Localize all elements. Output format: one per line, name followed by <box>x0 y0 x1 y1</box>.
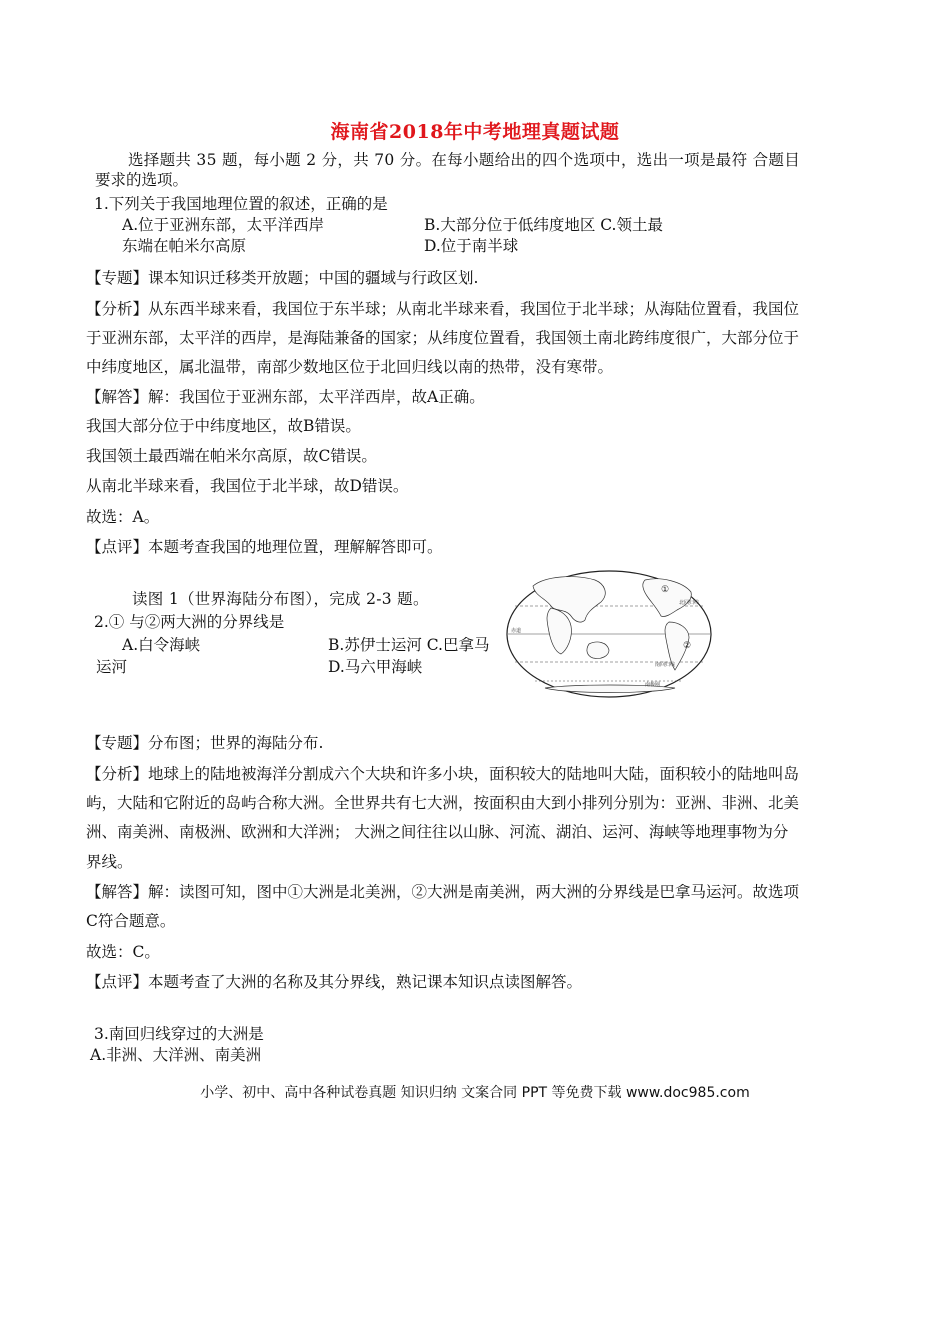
q1-dianping: 【点评】本题考查我国的地理位置，理解解答即可。 <box>86 538 443 556</box>
map-label-2: ② <box>683 641 692 651</box>
q2-intro: 读图 1（世界海陆分布图），完成 2-3 题。 <box>132 590 429 608</box>
q2-option-b: B.苏伊士运河 C.巴拿马 <box>328 636 490 654</box>
australia-shape <box>587 642 609 659</box>
q3-option-a: A.非洲、大洋洲、南美洲 <box>90 1046 262 1064</box>
q1-option-a: A.位于亚洲东部，太平洋西岸 <box>122 216 325 234</box>
q1-stem: 1.下列关于我国地理位置的叙述，正确的是 <box>94 195 388 213</box>
q1-fenxi-2: 于亚洲东部，太平洋的西岸，是海陆兼备的国家；从纬度位置看，我国领土南北跨纬度很广，大部分位于 <box>86 329 800 347</box>
q1-option-c-cont: 东端在帕米尔高原 <box>122 237 247 255</box>
q1-jieda-1: 【解答】解：我国位于亚洲东部，太平洋西岸，故A正确。 <box>86 388 485 406</box>
q1-fenxi-3: 中纬度地区，属北温带，南部少数地区位于北回归线以南的热带，没有寒带。 <box>86 358 614 376</box>
q1-fenxi-1: 【分析】从东西半球来看，我国位于东半球；从南北半球来看，我国位于北半球；从海陆位置看，我国位 <box>86 300 800 318</box>
q2-fenxi-1: 【分析】地球上的陆地被海洋分割成六个大块和许多小块，面积较大的陆地叫大陆，面积较小的陆地叫岛 <box>86 765 800 783</box>
q1-option-b: B.大部分位于低纬度地区 C.领土最 <box>424 216 663 234</box>
q2-jieda-2: C符合题意。 <box>86 912 176 930</box>
intro-line-1: 选择题共 35 题，每小题 2 分，共 70 分。在每小题给出的四个选项中，选出一项是最符 合题目 <box>128 151 800 169</box>
map-label-1: ① <box>661 585 670 595</box>
map-label-tropic-of-cancer: 北回归线 <box>679 600 700 606</box>
q1-option-d: D.位于南半球 <box>424 237 519 255</box>
q2-fenxi-3: 洲、南美洲、南极洲、欧洲和大洋洲； 大洲之间往往以山脉、河流、湖泊、运河、海峡等地理事物为分 <box>86 823 789 841</box>
q2-stem: 2.① 与②两大洲的分界线是 <box>94 613 285 631</box>
map-label-tropic-of-capricorn: 南回归线 <box>655 662 676 668</box>
q1-jieda-4: 从南北半球来看，我国位于北半球，故D错误。 <box>86 477 409 495</box>
q2-jieda-3: 故选：C。 <box>86 943 160 961</box>
world-map-figure <box>505 568 715 702</box>
q1-jieda-5: 故选：A。 <box>86 508 160 526</box>
footer-text: 小学、初中、高中各种试卷真题 知识归纳 文案合同 PPT 等免费下载 www.doc985.com <box>200 1085 750 1101</box>
q1-zhuanti: 【专题】课本知识迁移类开放题；中国的疆域与行政区划. <box>86 269 479 287</box>
q2-zhuanti: 【专题】分布图；世界的海陆分布. <box>86 734 324 752</box>
q2-jieda-1: 【解答】解：读图可知，图中①大洲是北美洲，②大洲是南美洲，两大洲的分界线是巴拿马运河。故选项 <box>86 883 800 901</box>
q2-fenxi-4: 界线。 <box>86 853 133 871</box>
q2-option-a: A.白令海峡 <box>122 636 201 654</box>
map-label-equator: 赤道 <box>511 628 522 634</box>
map-label-antarctic-circle: 南极圈 <box>645 682 661 688</box>
page-title: 海南省2018年中考地理真题试题 <box>330 121 620 143</box>
q3-stem: 3.南回归线穿过的大洲是 <box>94 1025 264 1043</box>
q2-fenxi-2: 屿，大陆和它附近的岛屿合称大洲。全世界共有七大洲，按面积由大到小排列分别为：亚洲、非洲、北美 <box>86 794 800 812</box>
q2-option-c-cont: 运河 <box>96 658 128 676</box>
q2-dianping: 【点评】本题考查了大洲的名称及其分界线，熟记课本知识点读图解答。 <box>86 973 583 991</box>
q1-jieda-3: 我国领土最西端在帕米尔高原，故C错误。 <box>86 447 377 465</box>
q1-jieda-2: 我国大部分位于中纬度地区，故B错误。 <box>86 417 361 435</box>
intro-line-2: 要求的选项。 <box>95 171 189 189</box>
q2-option-d: D.马六甲海峡 <box>328 658 423 676</box>
